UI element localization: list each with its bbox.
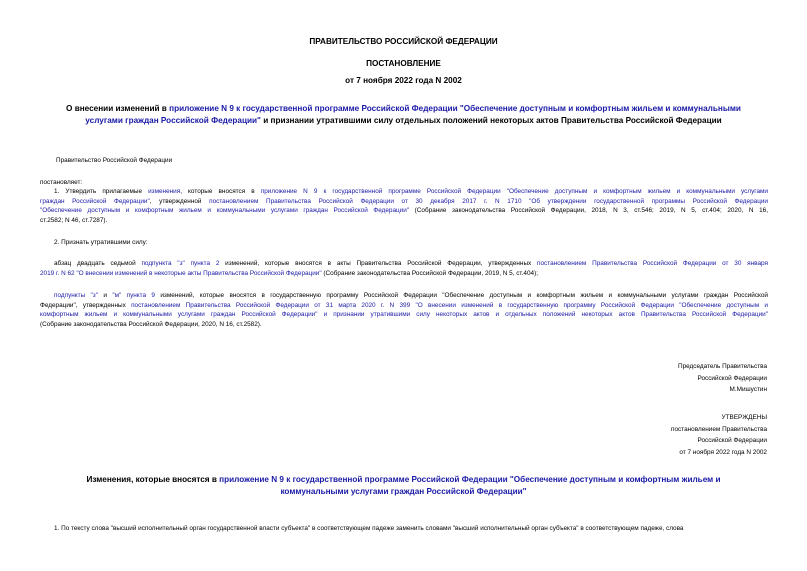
- approval-date: от 7 ноября 2022 года N 2002: [679, 448, 767, 456]
- approval-org: Российской Федерации: [697, 437, 767, 444]
- changes-title-link-cont[interactable]: коммунальными услугами граждан Российской Федерации": [280, 487, 527, 496]
- changes-title-link[interactable]: приложение N 9 к государственной программе Российской Федерации "Обеспечение доступным и комфортным жильем и: [219, 475, 721, 484]
- link-subpoints-z[interactable]: подпункты "з": [54, 292, 99, 299]
- link-annex-9[interactable]: приложение N 9 к государственной программе Российской Федерации "Обеспечение доступным и комфортным жильем и коммунальными услугами: [260, 188, 768, 195]
- title-suffix: и признании утратившими силу отдельных положений некоторых актов Правительства Российской Федерации: [260, 116, 722, 125]
- link-changes[interactable]: изменения: [148, 188, 181, 195]
- paragraph-4: подпункты "з" и "м" пункта 9 изменений, которые вносятся в государственную программу Российской Федерации "Обеспечение доступным и комфортным жильем и коммунальными услугами граждан Российской Федерации", утвержденных постановлением Правительства Российской Федерации от 31 марта 2020 г. N 399 "О внесении изменений в государственную программу Российской Федерации "Обеспечение доступным и комфортным жильем и коммунальными услугами граждан Российской Федерации" и признании утратившими силу некоторых актов и отдельных положений некоторых актов Правительства Российской Федерации" (Собрание законодательства Российской Федерации, 2020, N 16, ст.2582).: [40, 292, 769, 328]
- approval-approved: УТВЕРЖДЕНЫ: [721, 414, 767, 421]
- link-resolution-1710[interactable]: постановлением Правительства Российской Федерации от 30 декабря 2017 г. N 1710 "Об утверждении государственной программы Российской Федерации: [209, 197, 768, 205]
- link-subpoint-z-point-2[interactable]: подпункта "з" пункта 2: [141, 260, 220, 267]
- clause-1: 1. По тексту слова "высший исполнительный орган государственной власти субъекта" в соответствующем падеже заменить словами "высший исполнительный орган субъекта" в соответствующем падеже, слова: [54, 525, 684, 532]
- signature-name: М.Мишустин: [729, 386, 767, 393]
- approval-by: постановлением Правительства: [671, 425, 767, 433]
- signature-position-org: Российской Федерации: [697, 374, 767, 382]
- title-link-annex-9-cont[interactable]: услугами граждан Российской Федерации": [85, 116, 261, 125]
- link-resolution-399-cont[interactable]: комфортным жильем и коммунальными услугами граждан Российской Федерации" и признании утратившими силу некоторых актов и отдельных положений некоторых актов Правительства Российской Федерации": [40, 311, 768, 319]
- paragraph-2: 2. Признать утратившими силу:: [54, 239, 148, 246]
- signature-block: [678, 361, 767, 396]
- document-title: [30, 103, 777, 127]
- title-link-annex-9[interactable]: приложение N 9 к государственной программе Российской Федерации "Обеспечение доступным и комфортным жильем и коммунальными: [169, 104, 741, 113]
- link-resolution-1710-cont[interactable]: "Обеспечение доступным и комфортным жильем и коммунальными услугами граждан Российской Федерации": [40, 207, 410, 215]
- paragraph-1: 1. Утвердить прилагаемые изменения, которые вносятся в приложение N 9 к государственной программе Российской Федерации "Обеспечение доступным и комфортным жильем и коммунальными услугами граждан Российской Федерации", утвержденной постановлением Правительства Российской Федерации от 30 декабря 2017 г. N 1710 "Об утверждении государственной программы Российской Федерации "Обеспечение доступным и комфортным жильем и коммунальными услугами граждан Российской Федерации" (Собрание законодательства Российской Федерации, 2018, N 3, ст.546; 2019, N 5, ст.404; 2020, N 16, ст.2582; N 46, ст.7287).: [40, 188, 768, 224]
- paragraph-3: абзац двадцать седьмой подпункта "з" пункта 2 изменений, которые вносятся в акты Правительства Российской Федерации, утвержденных постановлением Правительства Российской Федерации от 30 января 2019 г. N 62 "О внесении изменений в некоторые акты Правительства Российской Федерации" (Собрание законодательства Российской Федерации, 2019, N 5, ст.404);: [40, 260, 768, 277]
- government-header: ПРАВИТЕЛЬСТВО РОССИЙСКОЙ ФЕДЕРАЦИИ: [309, 37, 498, 46]
- link-annex-9-cont[interactable]: граждан Российской Федерации": [40, 197, 150, 205]
- resolves-text: постановляет:: [40, 179, 83, 186]
- changes-title: Изменения, которые вносятся в приложение N 9 к государственной программе Российской Федерации "Обеспечение доступным и комфортным жильем и коммунальными услугами граждан Российской Федерации": [86, 475, 721, 496]
- link-m-point-9[interactable]: "м" пункта 9: [112, 292, 155, 299]
- approval-block: [671, 412, 767, 458]
- link-resolution-62-cont[interactable]: 2019 г. N 62 "О внесении изменений в некоторые акты Правительства Российской Федерации": [40, 269, 322, 277]
- link-resolution-399[interactable]: постановлением Правительства Российской Федерации от 31 марта 2020 г. N 399 "О внесении изменений в государственную программу Российской Федерации "Обеспечение доступным и: [131, 301, 768, 309]
- title-prefix: О внесении изменений в: [66, 104, 170, 113]
- intro-text: Правительство Российской Федерации: [56, 157, 173, 164]
- document-type: ПОСТАНОВЛЕНИЕ: [366, 59, 441, 68]
- signature-position: Председатель Правительства: [678, 363, 767, 370]
- link-resolution-62[interactable]: постановлением Правительства Российской Федерации от 30 января: [537, 260, 768, 267]
- document-date-number: от 7 ноября 2022 года N 2002: [345, 76, 462, 85]
